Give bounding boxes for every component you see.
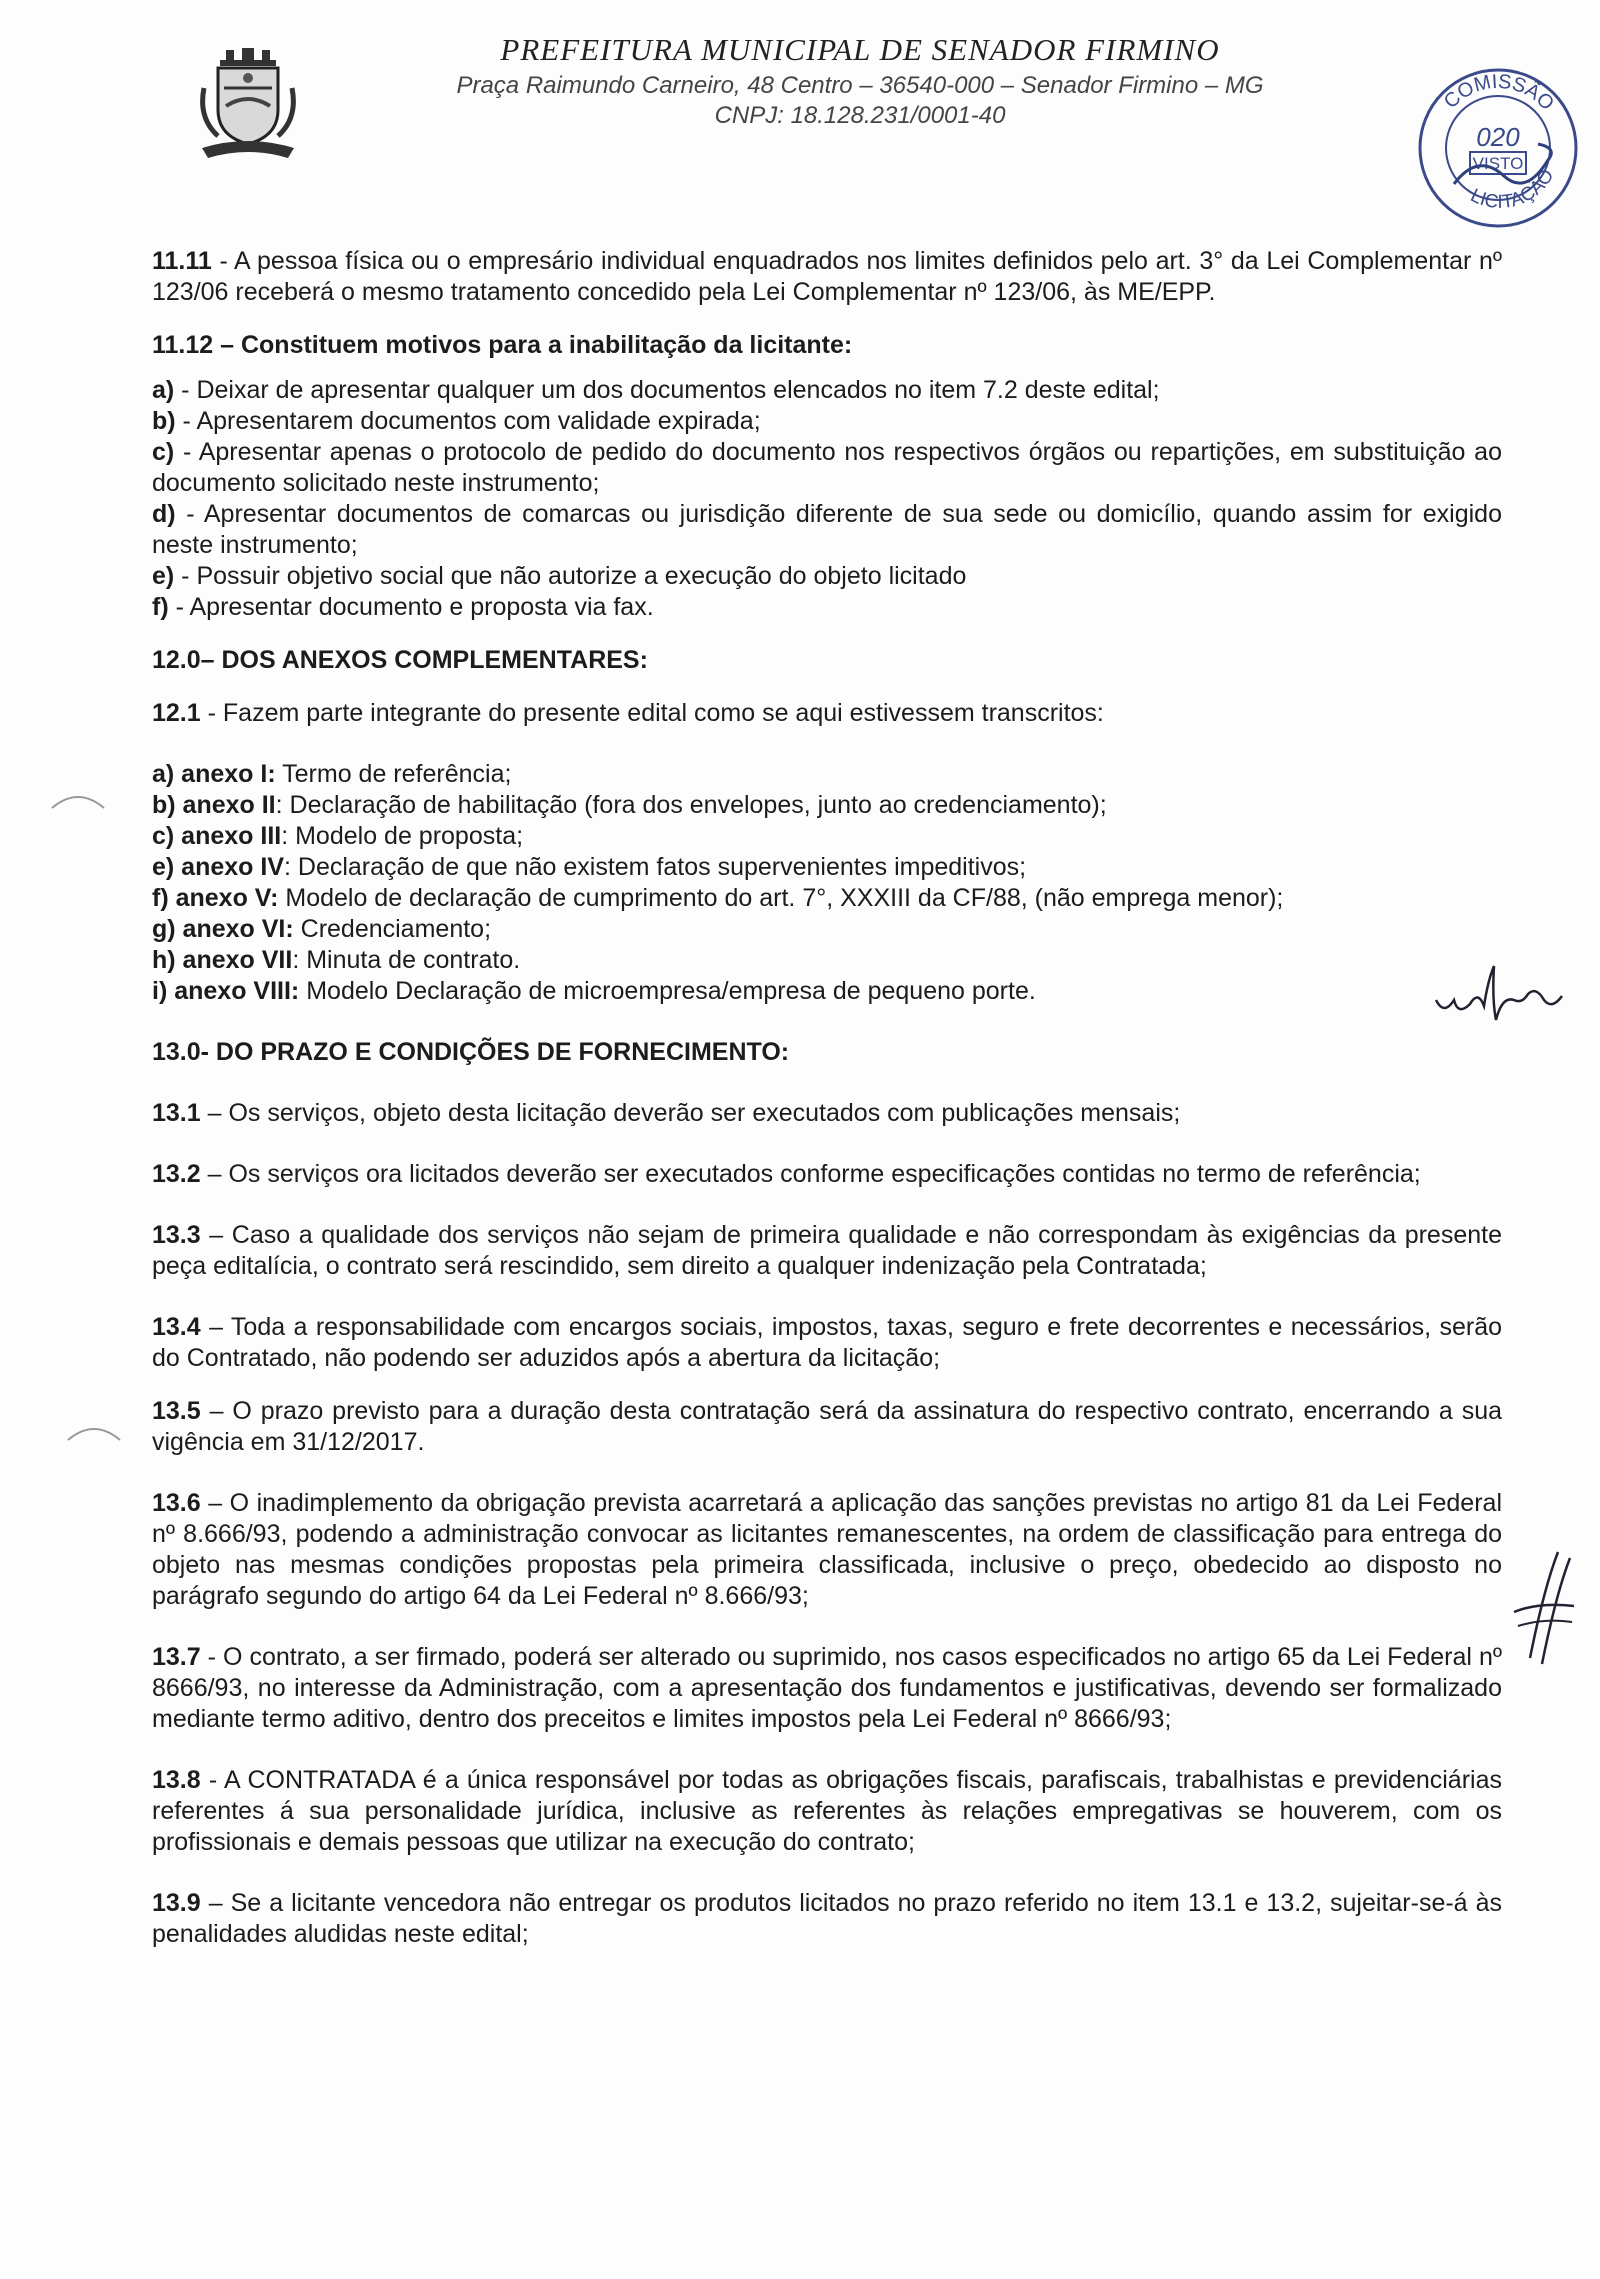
stamp-middle-text: VISTO [1472, 154, 1524, 173]
clause-number: 13.7 [152, 1643, 201, 1671]
annex-text: : Declaração de habilitação (fora dos envelopes, junto ao credenciamento); [275, 791, 1107, 819]
clause-text: – Caso a qualidade dos serviços não sejam de primeira qualidade e não correspondam às exigências da presente peça editalícia, o contrato será rescindido, sem direito a qualquer indenização pela Contratada; [152, 1221, 1502, 1280]
clause-13-4 [152, 1312, 1502, 1374]
annex-label: e) anexo IV [152, 853, 284, 881]
list-letter: c) [152, 438, 175, 466]
list-item [152, 883, 1502, 914]
stamp-bottom-text: LICITAÇÃO [1467, 165, 1559, 214]
clause-number: 13.3 [152, 1221, 201, 1249]
annex-label: a) anexo I: [152, 760, 276, 788]
annex-label: c) anexo III [152, 822, 282, 850]
clause-text: – Os serviços ora licitados deverão ser executados conforme especificações contidas no termo de referência; [200, 1160, 1421, 1188]
letterhead-cnpj: CNPJ: 18.128.231/0001-40 [714, 102, 1006, 129]
clause-text: - A CONTRATADA é a única responsável por todas as obrigações fiscais, parafiscais, trabalhistas e previdenciárias referentes á sua personalidade jurídica, inclusive as referentes às relações empregativas se houverem, com os profissionais e demais pessoas que utilizar na execução do contrato; [152, 1766, 1502, 1856]
annex-label: i) anexo VIII: [152, 977, 300, 1005]
list-item [152, 759, 1502, 790]
annex-text: : Minuta de contrato. [292, 946, 521, 974]
list-item [152, 852, 1502, 883]
clause-number: 13.5 [152, 1397, 201, 1425]
clause-13-5 [152, 1396, 1502, 1458]
clause-text: - A pessoa física ou o empresário individual enquadrados nos limites definidos pelo art. 3° da Lei Complementar nº 123/06 receberá o mesmo tratamento concedido pela Lei Complementar nº 123/06, às ME/EPP. [152, 247, 1502, 306]
clause-12-1 [152, 698, 1502, 729]
list-text: - Apresentar documentos de comarcas ou jurisdição diferente de sua sede ou domicílio, quando assim for exigido neste instrumento; [152, 500, 1502, 559]
list-item [152, 945, 1502, 976]
clause-number: 12.1 [152, 699, 201, 727]
annex-text: Modelo Declaração de microempresa/empresa de pequeno porte. [299, 977, 1036, 1005]
clause-text: – Toda a responsabilidade com encargos sociais, impostos, taxas, seguro e frete decorrentes e necessários, serão do Contratado, não podendo ser aduzidos após a abertura da licitação; [152, 1313, 1502, 1372]
clause-text: – Os serviços, objeto desta licitação deverão ser executados com publicações mensais; [200, 1099, 1181, 1127]
annex-label: h) anexo VII [152, 946, 293, 974]
clause-number: 13.9 [152, 1889, 201, 1917]
section-heading-13: 13.0- DO PRAZO E CONDIÇÕES DE FORNECIMENTO: [152, 1038, 790, 1066]
letterhead-org-name: PREFEITURA MUNICIPAL DE SENADOR FIRMINO [500, 32, 1220, 67]
list-text: - Possuir objetivo social que não autorize a execução do objeto licitado [174, 562, 967, 590]
section-heading-11-12: 11.12 – Constituem motivos para a inabilitação da licitante: [152, 331, 853, 359]
annex-text: Termo de referência; [275, 760, 512, 788]
clause-number: 11.11 [152, 247, 212, 275]
list-letter: f) [152, 593, 169, 621]
annex-label: g) anexo VI: [152, 915, 294, 943]
clause-text: – O inadimplemento da obrigação prevista acarretará a aplicação das sanções previstas no artigo 81 da Lei Federal nº 8.666/93, podendo a administração convocar as licitantes remanescentes, na ordem de classificação para entrega do objeto nas mesmas condições propostas pela primeira classificada, inclusive o preço, obedecido ao disposto no parágrafo segundo do artigo 64 da Lei Federal nº 8.666/93; [152, 1489, 1502, 1610]
clause-text: - Fazem parte integrante do presente edital como se aqui estivessem transcritos: [200, 699, 1104, 727]
clause-text: – O prazo previsto para a duração desta contratação será da assinatura do respectivo contrato, encerrando a sua vigência em 31/12/2017. [152, 1397, 1502, 1456]
letterhead-address: Praça Raimundo Carneiro, 48 Centro – 36540-000 – Senador Firmino – MG [456, 72, 1264, 99]
clause-13-7 [152, 1642, 1502, 1735]
list-item [152, 790, 1502, 821]
clause-13-6 [152, 1488, 1502, 1612]
list-letter: b) [152, 407, 176, 435]
list-letter: a) [152, 376, 175, 404]
clause-number: 13.6 [152, 1489, 201, 1517]
stamp-number: 020 [1476, 122, 1520, 152]
clause-number: 13.1 [152, 1099, 201, 1127]
document-body [152, 246, 1502, 1950]
svg-text:COMISSÃO [1440, 71, 1558, 115]
clause-13-8 [152, 1765, 1502, 1858]
letterhead [360, 28, 1360, 130]
annex-label: b) anexo II [152, 791, 276, 819]
list-item [152, 437, 1502, 499]
list-text: - Apresentar documento e proposta via fax. [168, 593, 654, 621]
annex-text: Credenciamento; [293, 915, 492, 943]
clause-11-11 [152, 246, 1502, 308]
clause-13-2 [152, 1159, 1502, 1190]
commission-stamp [1408, 56, 1588, 236]
list-item [152, 406, 1502, 437]
disqualification-list [152, 375, 1502, 623]
annex-list [152, 759, 1502, 1007]
list-item [152, 976, 1502, 1007]
clause-number: 13.2 [152, 1160, 201, 1188]
annex-label: f) anexo V: [152, 884, 279, 912]
punch-mark [64, 1418, 124, 1448]
list-text: - Apresentarem documentos com validade expirada; [175, 407, 761, 435]
list-item [152, 592, 1502, 623]
list-item [152, 821, 1502, 852]
annex-text: : Modelo de proposta; [281, 822, 524, 850]
list-item [152, 499, 1502, 561]
punch-mark [48, 786, 108, 816]
handwritten-margin-signature [1508, 1548, 1578, 1668]
clause-13-3 [152, 1220, 1502, 1282]
list-item [152, 561, 1502, 592]
list-text: - Deixar de apresentar qualquer um dos documentos elencados no item 7.2 deste edital; [174, 376, 1160, 404]
clause-13-1 [152, 1098, 1502, 1129]
stamp-top-text: COMISSÃO [1439, 70, 1559, 115]
annex-text: : Declaração de que não existem fatos supervenientes impeditivos; [284, 853, 1027, 881]
handwritten-initials-signature [1432, 960, 1572, 1030]
clause-13-9 [152, 1888, 1502, 1950]
clause-text: - O contrato, a ser firmado, poderá ser alterado ou suprimido, nos casos especificados no artigo 65 da Lei Federal nº 8666/93, no interesse da Administração, com a apresentação dos fundamentos e justificativas, devendo ser formalizado mediante termo aditivo, dentro dos preceitos e limites impostos pela Lei Federal nº 8666/93; [152, 1643, 1502, 1733]
list-letter: d) [152, 500, 176, 528]
list-letter: e) [152, 562, 175, 590]
list-text: - Apresentar apenas o protocolo de pedido do documento nos respectivos órgãos ou repartições, em substituição ao documento solicitado neste instrumento; [152, 438, 1502, 497]
list-item [152, 375, 1502, 406]
section-heading-12: 12.0– DOS ANEXOS COMPLEMENTARES: [152, 646, 648, 674]
list-item [152, 914, 1502, 945]
clause-number: 13.4 [152, 1313, 201, 1341]
municipal-crest-logo [196, 48, 300, 160]
clause-text: – Se a licitante vencedora não entregar os produtos licitados no prazo referido no item 13.1 e 13.2, sujeitar-se-á às penalidades aludidas neste edital; [152, 1889, 1502, 1948]
annex-text: Modelo de declaração de cumprimento do art. 7°, XXXIII da CF/88, (não emprega menor); [278, 884, 1284, 912]
clause-number: 13.8 [152, 1766, 201, 1794]
